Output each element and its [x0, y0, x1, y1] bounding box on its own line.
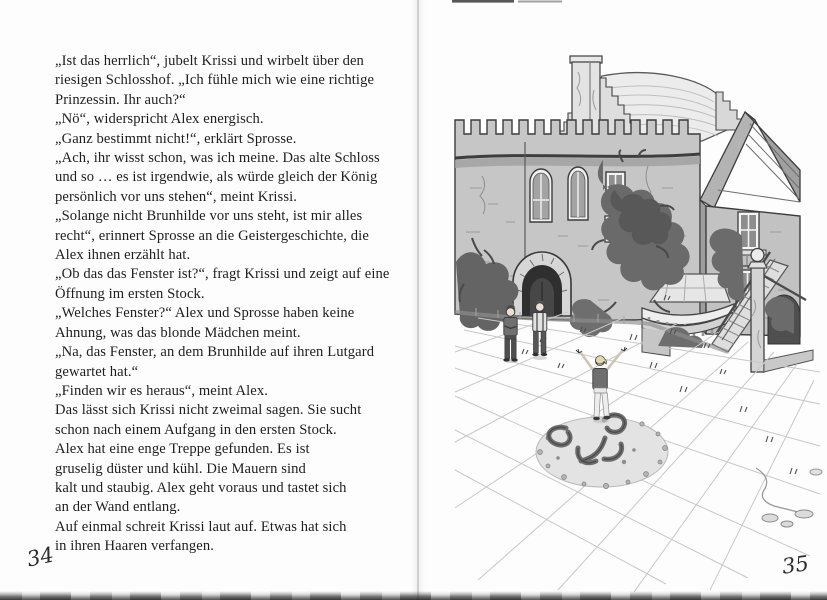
girl-krissi: [576, 347, 627, 423]
text-line: „Ob das das Fenster ist?“, fragt Krissi und zeigt auf eine: [55, 266, 390, 283]
text-line: „Solange nicht Brunhilde vor uns steht, ist mir alles: [55, 208, 363, 225]
text-line: „Ist das herrlich“, jubelt Krissi und wirbelt über den: [55, 53, 364, 69]
text-line: persönlich vor uns stehen“, meint Krissi.: [55, 188, 298, 205]
text-line: schon nach einem Aufgang in den ersten Stock.: [55, 421, 337, 438]
text-line: Das lässt sich Krissi nicht zweimal sagen. Sie sucht: [55, 402, 362, 419]
paving-cracks-stones: [756, 468, 822, 527]
text-line: „Welches Fenster?“ Alex und Sprosse haben keine: [55, 305, 355, 322]
text-line: „Nö“, widerspricht Alex energisch.: [55, 111, 264, 128]
text-line: an der Wand entlang.: [55, 499, 181, 516]
text-line: recht“, erinnert Sprosse an die Geistergeschichte, die: [55, 227, 369, 244]
text-line: „Finden wir es heraus“, meint Alex.: [55, 382, 269, 399]
text-line: „Ach, ihr wisst schon, was ich meine. Das alte Schloss: [55, 150, 380, 167]
text-line: gewartet hat.“: [55, 363, 139, 380]
text-line: riesigen Schlosshof. „Ich fühle mich wie eine richtige: [55, 72, 375, 89]
page-number-right: 35: [780, 551, 811, 579]
page-right: [418, 0, 827, 600]
page-number-left: 34: [24, 542, 56, 572]
text-line: Auf einmal schreit Krissi laut auf. Etwas hat sich: [55, 518, 347, 535]
story-text: [55, 52, 395, 557]
text-line: Alex ihnen erzählt hat.: [55, 247, 191, 264]
text-line: gruselig düster und kühl. Die Mauern sind: [55, 460, 306, 477]
text-line: kalt und staubig. Alex geht voraus und tastet sich: [55, 479, 347, 496]
scan-edge-top: [452, 0, 562, 3]
stone-circle-ornament: [536, 415, 668, 489]
text-line: „Na, das Fenster, an dem Brunhilde auf ihren Lutgard: [55, 344, 375, 361]
text-line: „Ganz bestimmt nicht!“, erklärt Sprosse.: [55, 130, 297, 147]
text-line: und so … es ist irgendwie, als würde gleich der König: [55, 169, 378, 186]
text-line: Prinzessin. Ihr auch?“: [55, 91, 186, 108]
text-line: in ihren Haaren verfangen.: [55, 538, 214, 555]
castle-courtyard-illustration: [418, 0, 827, 600]
text-line: Öffnung im ersten Stock.: [55, 285, 205, 302]
text-line: Alex hat eine enge Treppe gefunden. Es ist: [55, 441, 310, 458]
text-line: Ahnung, was das blonde Mädchen meint.: [55, 324, 301, 341]
scan-edge-artifact: [0, 591, 827, 600]
